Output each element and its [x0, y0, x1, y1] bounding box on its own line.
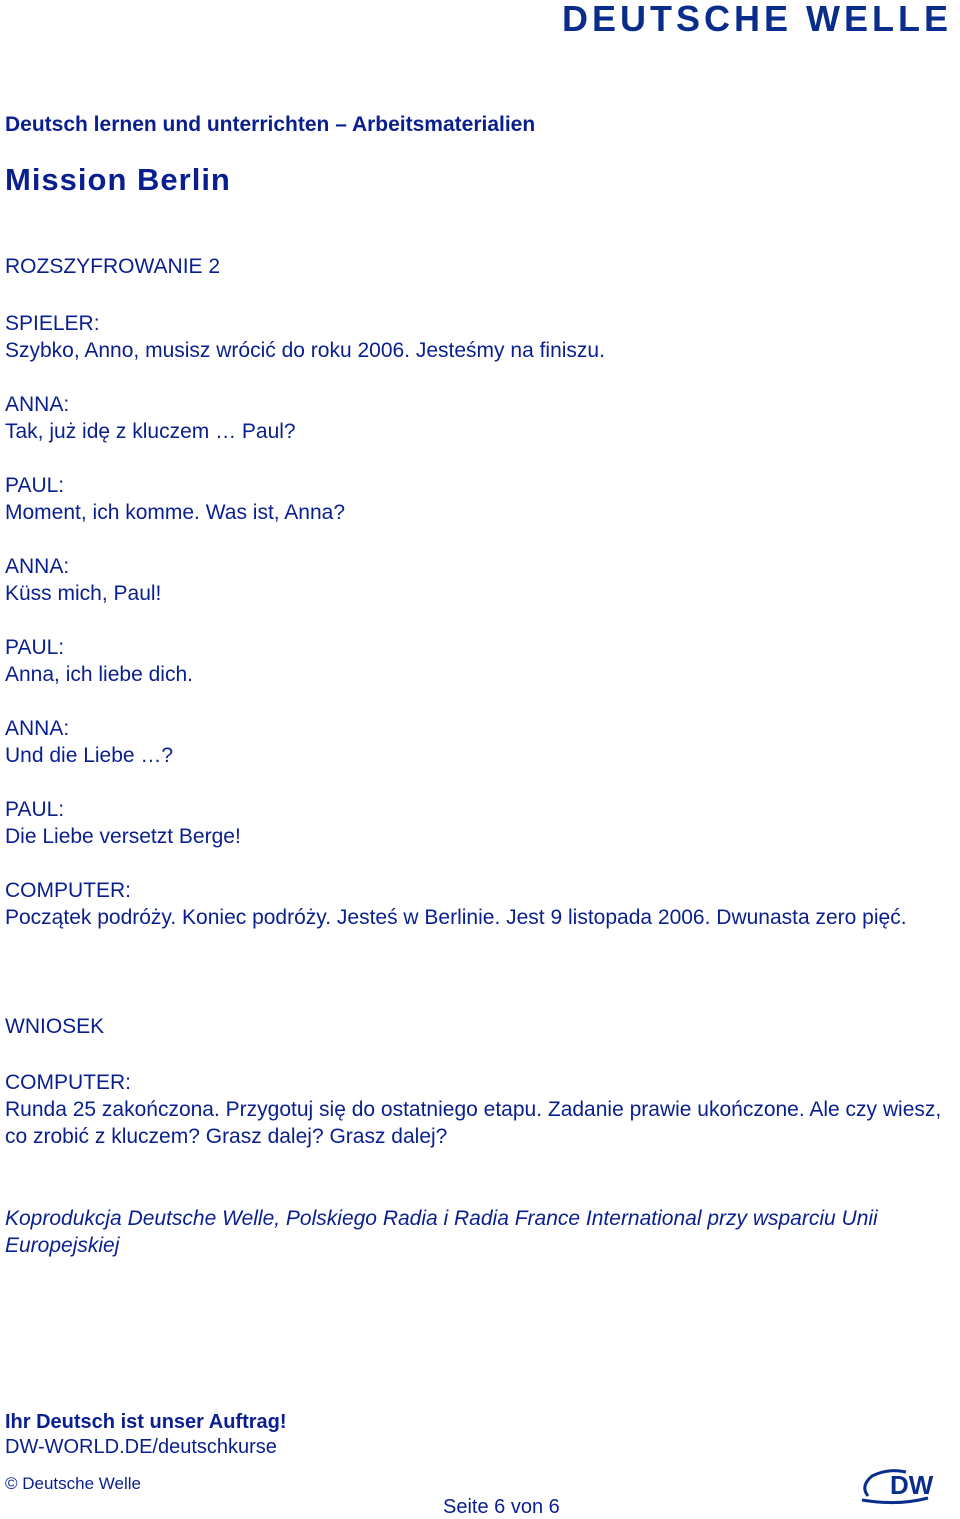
section-heading-conclusion: WNIOSEK	[5, 1015, 105, 1038]
dialog-entry	[5, 877, 950, 931]
dialog-section-2	[5, 1069, 950, 1177]
dialog-line: Anna, ich liebe dich.	[5, 663, 193, 686]
dialog-line: Und die Liebe …?	[5, 744, 174, 767]
dialog-line: Runda 25 zakończona. Przygotuj się do ostatniego etapu. Zadanie prawie ukończone. Ale czy wiesz, co zrobić z kluczem? Grasz dalej? Grasz dalej?	[5, 1098, 942, 1148]
dialog-entry	[5, 715, 950, 769]
footer-url[interactable]: DW-WORLD.DE/deutschkurse	[5, 1436, 277, 1458]
dw-logo-icon	[858, 1466, 954, 1506]
speaker-label: ANNA:	[5, 393, 70, 416]
dialog-entry	[5, 796, 950, 850]
document-title: Mission Berlin	[5, 162, 231, 197]
dialog-entry	[5, 472, 950, 526]
dialog-line: Szybko, Anno, musisz wrócić do roku 2006. Jesteśmy na finiszu.	[5, 339, 605, 362]
dialog-line: Moment, ich komme. Was ist, Anna?	[5, 501, 346, 524]
dialog-section-1	[5, 310, 950, 958]
dw-logo-text: DW	[890, 1470, 934, 1500]
footer-copyright: © Deutsche Welle	[5, 1474, 141, 1493]
dialog-entry	[5, 391, 950, 445]
section-heading-decoding: ROZSZYFROWANIE 2	[5, 255, 221, 278]
dw-logo-svg	[858, 1466, 954, 1506]
dialog-line: Die Liebe versetzt Berge!	[5, 825, 241, 848]
dialog-entry	[5, 553, 950, 607]
dialog-entry	[5, 310, 950, 364]
speaker-label: ANNA:	[5, 555, 70, 578]
dialog-entry	[5, 1069, 950, 1150]
speaker-label: SPIELER:	[5, 312, 100, 335]
dialog-entry	[5, 634, 950, 688]
footer-slogan: Ihr Deutsch ist unser Auftrag!	[5, 1411, 287, 1433]
speaker-label: COMPUTER:	[5, 879, 131, 902]
speaker-label: COMPUTER:	[5, 1071, 131, 1094]
speaker-label: PAUL:	[5, 474, 65, 497]
document-subtitle: Deutsch lernen und unterrichten – Arbeitsmaterialien	[5, 113, 536, 136]
brand-wordmark: DEUTSCHE WELLE	[561, 0, 952, 39]
page-number: Seite 6 von 6	[443, 1496, 560, 1518]
dialog-line: Początek podróży. Koniec podróży. Jesteś w Berlinie. Jest 9 listopada 2006. Dwunasta zero pięć.	[5, 906, 907, 929]
dialog-line: Tak, już idę z kluczem … Paul?	[5, 420, 296, 443]
credits-note: Koprodukcja Deutsche Welle, Polskiego Radia i Radia France International przy wsparciu Unii Europejskiej	[5, 1207, 878, 1257]
dialog-line: Küss mich, Paul!	[5, 582, 162, 605]
speaker-label: PAUL:	[5, 636, 65, 659]
speaker-label: PAUL:	[5, 798, 65, 821]
speaker-label: ANNA:	[5, 717, 70, 740]
